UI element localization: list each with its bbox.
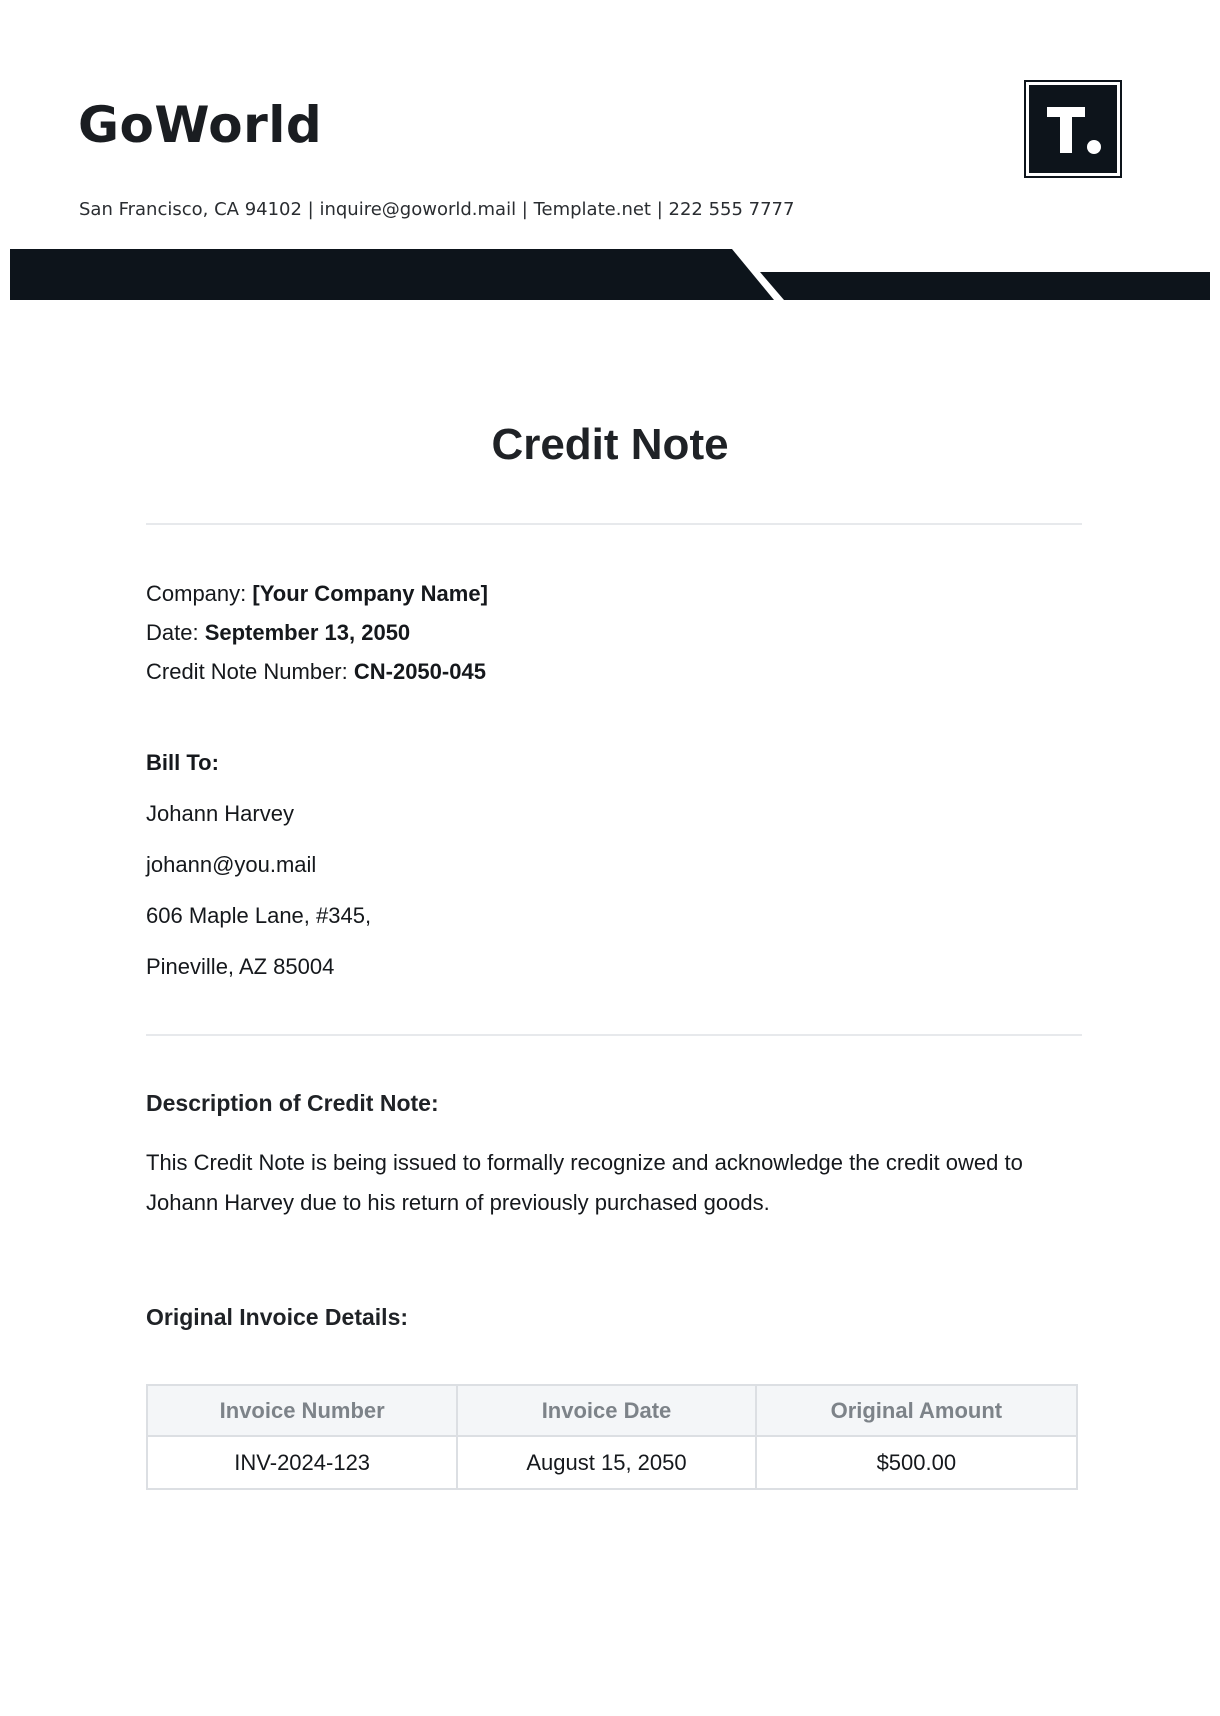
bill-to-email: johann@you.mail [146,852,317,877]
divider [146,1034,1082,1036]
credit-note-number-label: Credit Note Number: [146,659,354,684]
document-title: Credit Note [491,420,729,469]
table-header-row [147,1385,1077,1436]
credit-note-number-value: CN-2050-045 [353,659,486,684]
header-banner [10,249,1210,301]
column-header-original-amount: Original Amount [756,1385,1077,1436]
company-brand: GoWorld [78,96,323,154]
logo-mark [1029,85,1117,173]
cell-invoice-date: August 15, 2050 [457,1436,755,1489]
date-field [146,620,410,646]
logo-t-icon [1029,85,1117,173]
table-row [147,1436,1077,1489]
company-logo [1024,80,1122,178]
company-field [146,581,488,607]
bill-to-name: Johann Harvey [146,801,294,826]
invoice-details-heading: Original Invoice Details: [146,1304,409,1330]
date-label: Date: [146,620,205,645]
date-value: September 13, 2050 [204,620,411,645]
description-heading: Description of Credit Note: [146,1090,439,1116]
divider [146,523,1082,525]
column-header-invoice-date: Invoice Date [457,1385,755,1436]
company-label: Company: [146,581,253,606]
bill-to-heading: Bill To: [146,750,219,775]
bill-to-address-line-1: 606 Maple Lane, #345, [146,903,372,928]
credit-note-number-field [146,659,486,685]
invoice-details-table [146,1384,1078,1490]
bill-to-address-line-2: Pineville, AZ 85004 [146,954,335,979]
company-contact-line: San Francisco, CA 94102 | inquire@goworld.mail | Template.net | 222 555 7777 [79,199,795,220]
company-value: [Your Company Name] [252,581,488,606]
description-text: This Credit Note is being issued to formally recognize and acknowledge the credit owed to Johann Harvey due to his return of previously purchased goods. [146,1150,1023,1215]
cell-original-amount: $500.00 [756,1436,1077,1489]
column-header-invoice-number: Invoice Number [147,1385,457,1436]
cell-invoice-number: INV-2024-123 [147,1436,457,1489]
